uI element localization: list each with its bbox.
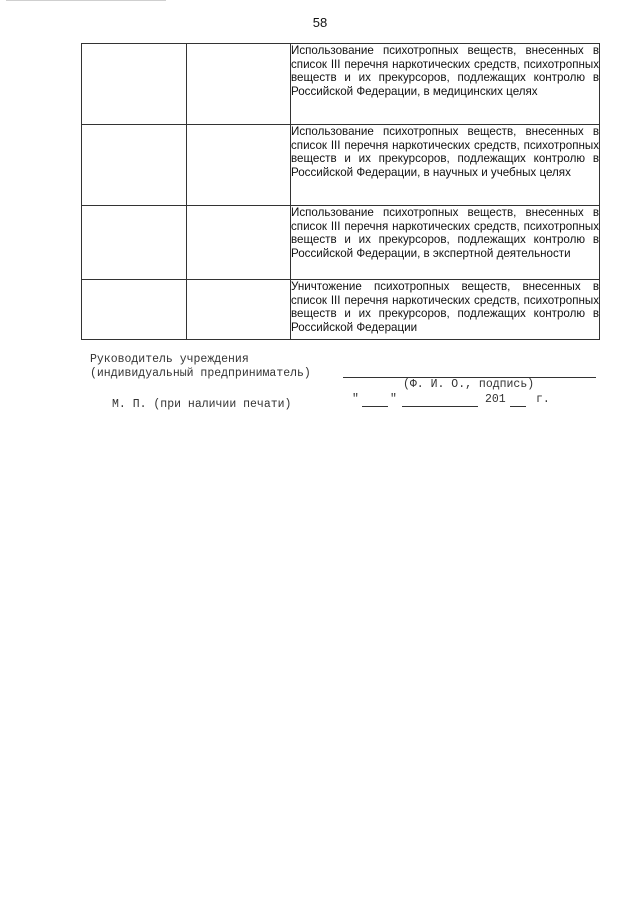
table-row	[82, 125, 600, 206]
table-cell-empty	[82, 280, 187, 340]
name-signature-caption: (Ф. И. О., подпись)	[403, 378, 535, 391]
table-cell-empty	[82, 125, 187, 206]
table-row	[82, 206, 600, 280]
entrepreneur-label: (индивидуальный предприниматель)	[90, 367, 311, 380]
date-year-suffix: г.	[536, 393, 550, 406]
table-cell-empty	[187, 280, 291, 340]
table-row	[82, 44, 600, 125]
table-cell-empty	[82, 44, 187, 125]
table-cell-empty	[82, 206, 187, 280]
table-cell-text: Использование психотропных веществ, внесенных в список III перечня наркотических средств, психотропных веществ и их прекурсоров, подлежащих контролю в Российской Федерации, в медицинских целях	[291, 44, 600, 125]
date-year-line	[510, 406, 526, 407]
date-day-line	[362, 406, 388, 407]
table-cell-empty	[187, 206, 291, 280]
page-number: 58	[312, 15, 328, 30]
date-quote-open: "	[352, 393, 359, 406]
top-scan-rule	[6, 0, 166, 1]
table-cell-empty	[187, 125, 291, 206]
date-month-line	[402, 406, 478, 407]
head-of-institution-label: Руководитель учреждения	[90, 353, 249, 366]
date-year-prefix: 201	[485, 393, 506, 406]
table-cell-empty	[187, 44, 291, 125]
table-row	[82, 280, 600, 340]
stamp-label: М. П. (при наличии печати)	[112, 398, 292, 411]
date-quote-close: "	[390, 393, 397, 406]
table-cell-text: Использование психотропных веществ, внесенных в список III перечня наркотических средств, психотропных веществ и их прекурсоров, подлежащих контролю в Российской Федерации, в экспертной деятельности	[291, 206, 600, 280]
table-cell-text: Использование психотропных веществ, внесенных в список III перечня наркотических средств, психотропных веществ и их прекурсоров, подлежащих контролю в Российской Федерации, в научных и учебных целях	[291, 125, 600, 206]
table-cell-text: Уничтожение психотропных веществ, внесенных в список III перечня наркотических средств, психотропных веществ и их прекурсоров, подлежащих контролю в Российской Федерации	[291, 280, 600, 340]
document-table	[81, 43, 600, 340]
